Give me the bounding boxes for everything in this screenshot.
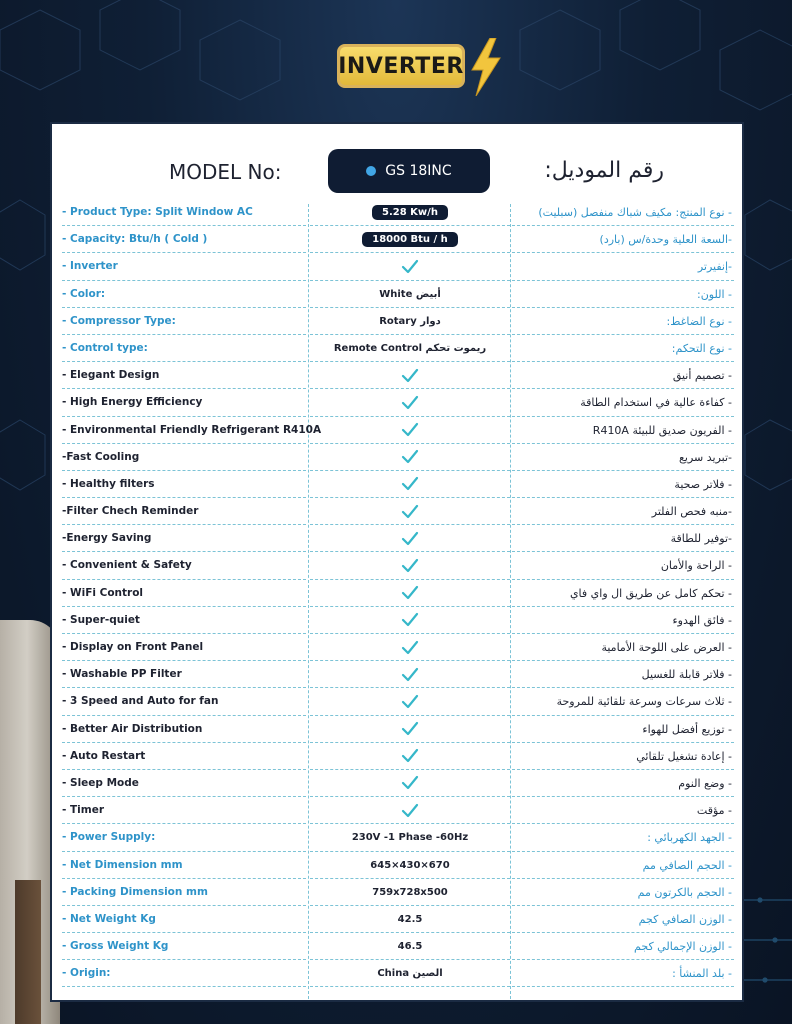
spec-value xyxy=(310,471,510,498)
spec-label-ar: - بلد المنشأ : xyxy=(672,967,732,981)
spec-value xyxy=(310,852,510,879)
checkmark-icon xyxy=(401,395,419,411)
spec-value-pill: 5.28 Kw/h xyxy=(372,205,448,220)
spec-row xyxy=(52,498,742,525)
spec-label-ar: - ثلاث سرعات وسرعة تلقائية للمروحة xyxy=(556,695,732,709)
spec-value-text: 42.5 xyxy=(397,913,423,925)
checkmark-icon xyxy=(401,476,419,492)
spec-row xyxy=(52,308,742,335)
spec-label-en: - Origin: xyxy=(62,967,111,980)
spec-row xyxy=(52,281,742,308)
model-label-ar: رقم الموديل: xyxy=(544,158,664,183)
spec-row xyxy=(52,471,742,498)
spec-row xyxy=(52,688,742,715)
spec-value xyxy=(310,552,510,579)
spec-label-en: -Fast Cooling xyxy=(62,450,140,463)
spec-row xyxy=(52,444,742,471)
inverter-badge-text: INVERTER xyxy=(338,53,464,79)
spec-label-ar: - الوزن الإجمالي كجم xyxy=(634,940,732,954)
spec-row xyxy=(52,852,742,879)
spec-value xyxy=(310,906,510,933)
spec-value xyxy=(310,688,510,715)
spec-label-ar: - تصميم أنيق xyxy=(672,369,732,383)
checkmark-icon xyxy=(401,585,419,601)
spec-label-ar: - كفاءة عالية في استخدام الطاقة xyxy=(580,396,732,410)
row-divider xyxy=(62,986,306,987)
inverter-badge xyxy=(337,44,465,88)
spec-row xyxy=(52,525,742,552)
checkmark-icon xyxy=(401,449,419,465)
spec-label-en: - Environmental Friendly Refrigerant R410A xyxy=(62,423,322,436)
spec-row xyxy=(52,716,742,743)
spec-label-ar: - الحجم الصافي مم xyxy=(642,858,732,872)
spec-value xyxy=(310,716,510,743)
spec-label-en: -Filter Chech Reminder xyxy=(62,505,199,518)
spec-label-ar: - الحجم بالكرتون مم xyxy=(637,885,732,899)
spec-label-en: - Compressor Type: xyxy=(62,314,176,327)
spec-row xyxy=(52,253,742,280)
spec-value xyxy=(310,498,510,525)
spec-row xyxy=(52,960,742,987)
spec-label-ar: - اللون: xyxy=(697,287,732,301)
spec-value-text: China الصين xyxy=(377,968,443,980)
spec-label-ar: -منبه فحص الفلتر xyxy=(651,505,732,519)
checkmark-icon xyxy=(401,775,419,791)
spec-value-text: White أبيض xyxy=(379,288,441,300)
spec-value xyxy=(310,933,510,960)
spec-value xyxy=(310,824,510,851)
spec-value-text: Remote Control ريموت تحكم xyxy=(333,342,487,354)
spec-label-en: -Energy Saving xyxy=(62,532,152,545)
spec-value xyxy=(310,389,510,416)
spec-label-ar: - فائق الهدوء xyxy=(672,613,732,627)
spec-row xyxy=(52,607,742,634)
spec-value-pill: 18000 Btu / h xyxy=(362,232,458,247)
model-number-box xyxy=(328,149,490,193)
checkmark-icon xyxy=(401,259,419,275)
spec-label-ar: -السعة العلية وحدة/س (بارد) xyxy=(599,233,732,247)
spec-value xyxy=(310,308,510,335)
spec-row xyxy=(52,634,742,661)
spec-label-ar: - إعادة تشغيل تلقائي xyxy=(636,749,732,763)
spec-label-en: - Better Air Distribution xyxy=(62,722,203,735)
spec-label-en: - Packing Dimension mm xyxy=(62,885,208,898)
spec-label-en: - Product Type: Split Window AC xyxy=(62,206,253,218)
checkmark-icon xyxy=(401,640,419,656)
spec-label-ar: - توزيع أفضل للهواء xyxy=(642,722,732,736)
spec-label-ar: - مؤقت xyxy=(696,804,732,818)
spec-value xyxy=(310,253,510,280)
spec-row xyxy=(52,797,742,824)
spec-label-en: - Healthy filters xyxy=(62,477,155,490)
spec-row xyxy=(52,362,742,389)
spec-label-en: - High Energy Efficiency xyxy=(62,396,203,409)
spec-value xyxy=(310,797,510,824)
spec-row xyxy=(52,906,742,933)
spec-label-ar: - العرض على اللوحة الأمامية xyxy=(601,641,732,654)
spec-value xyxy=(310,580,510,607)
spec-row xyxy=(52,417,742,444)
spec-label-en: - Net Weight Kg xyxy=(62,912,156,925)
checkmark-icon xyxy=(401,667,419,683)
spec-label-ar: - تحكم كامل عن طريق ال واي فاي xyxy=(569,586,732,600)
spec-value xyxy=(310,770,510,797)
spec-row xyxy=(52,770,742,797)
spec-value xyxy=(310,335,510,362)
spec-label-en: - Washable PP Filter xyxy=(62,668,182,681)
spec-label-ar: - نوع الضاغط: xyxy=(666,314,732,328)
spec-label-en: - Power Supply: xyxy=(62,831,156,844)
spec-label-ar: - نوع المنتج: مكيف شباك منفصل (سبليت) xyxy=(538,206,732,219)
checkmark-icon xyxy=(401,748,419,764)
spec-row xyxy=(52,824,742,851)
spec-sheet xyxy=(50,122,744,1002)
model-number: GS 18INC xyxy=(385,163,452,179)
checkmark-icon xyxy=(401,612,419,628)
spec-value xyxy=(310,743,510,770)
spec-label-ar: -توفير للطاقة xyxy=(670,532,732,546)
chair-leg-decor xyxy=(15,880,41,1024)
spec-label-en: - Auto Restart xyxy=(62,749,146,762)
spec-value-text: Rotary دوار xyxy=(379,315,441,327)
checkmark-icon xyxy=(401,531,419,547)
spec-value xyxy=(310,661,510,688)
spec-table xyxy=(52,199,742,987)
spec-label-en: - Sleep Mode xyxy=(62,776,139,789)
checkmark-icon xyxy=(401,558,419,574)
spec-label-en: - Net Dimension mm xyxy=(62,858,183,871)
spec-label-en: - Convenient & Safety xyxy=(62,559,192,572)
spec-label-en: - 3 Speed and Auto for fan xyxy=(62,695,219,708)
spec-row xyxy=(52,933,742,960)
spec-label-en: - Control type: xyxy=(62,341,148,354)
spec-label-ar: - وضع النوم xyxy=(678,776,732,790)
spec-row xyxy=(52,226,742,253)
spec-row xyxy=(52,552,742,579)
checkmark-icon xyxy=(401,694,419,710)
spec-label-en: - Inverter xyxy=(62,260,118,273)
spec-label-ar: - الوزن الصافي كجم xyxy=(638,912,732,926)
spec-value xyxy=(310,525,510,552)
spec-label-en: - Display on Front Panel xyxy=(62,641,204,653)
spec-row xyxy=(52,389,742,416)
spec-value xyxy=(310,444,510,471)
spec-label-ar: - الجهد الكهربائي : xyxy=(647,831,732,845)
spec-label-en: - WiFi Control xyxy=(62,586,144,599)
lightning-bolt-icon xyxy=(468,38,502,96)
checkmark-icon xyxy=(401,504,419,520)
spec-label-ar: - فلاتر صحية xyxy=(674,477,732,491)
spec-value xyxy=(310,362,510,389)
spec-value-text: 759x728x500 xyxy=(372,886,448,898)
spec-value xyxy=(310,199,510,226)
model-dot-icon xyxy=(366,166,376,176)
spec-row xyxy=(52,661,742,688)
spec-label-en: - Timer xyxy=(62,804,105,817)
spec-value xyxy=(310,226,510,253)
spec-row xyxy=(52,580,742,607)
spec-value xyxy=(310,634,510,661)
spec-label-ar: - الراحة والأمان xyxy=(660,559,732,573)
spec-row xyxy=(52,743,742,770)
spec-label-ar: -تبريد سريع xyxy=(679,450,732,464)
spec-row xyxy=(52,879,742,906)
model-label-en: MODEL No: xyxy=(169,160,282,184)
spec-label-en: - Capacity: Btu/h ( Cold ) xyxy=(62,233,208,246)
spec-row xyxy=(52,335,742,362)
spec-value xyxy=(310,417,510,444)
spec-label-en: - Color: xyxy=(62,287,106,300)
checkmark-icon xyxy=(401,803,419,819)
spec-value xyxy=(310,960,510,987)
row-divider xyxy=(310,986,510,987)
spec-label-ar: -إنفيرتر xyxy=(697,260,732,274)
checkmark-icon xyxy=(401,368,419,384)
spec-value-text: 645×430×670 xyxy=(370,859,450,871)
spec-value-text: 46.5 xyxy=(397,941,423,953)
checkmark-icon xyxy=(401,422,419,438)
spec-label-en: - Super-quiet xyxy=(62,613,140,626)
row-divider xyxy=(512,986,734,987)
spec-label-en: - Elegant Design xyxy=(62,369,160,382)
spec-value xyxy=(310,879,510,906)
spec-label-ar: - الفريون صديق للبيئة R410A xyxy=(592,423,732,437)
spec-row xyxy=(52,199,742,226)
spec-label-ar: - نوع التحكم: xyxy=(671,341,732,355)
spec-label-ar: - فلاتر قابلة للغسيل xyxy=(641,668,732,682)
spec-label-en: - Gross Weight Kg xyxy=(62,940,169,953)
checkmark-icon xyxy=(401,721,419,737)
spec-value xyxy=(310,281,510,308)
spec-value xyxy=(310,607,510,634)
spec-value-text: 230V -1 Phase -60Hz xyxy=(351,832,469,844)
